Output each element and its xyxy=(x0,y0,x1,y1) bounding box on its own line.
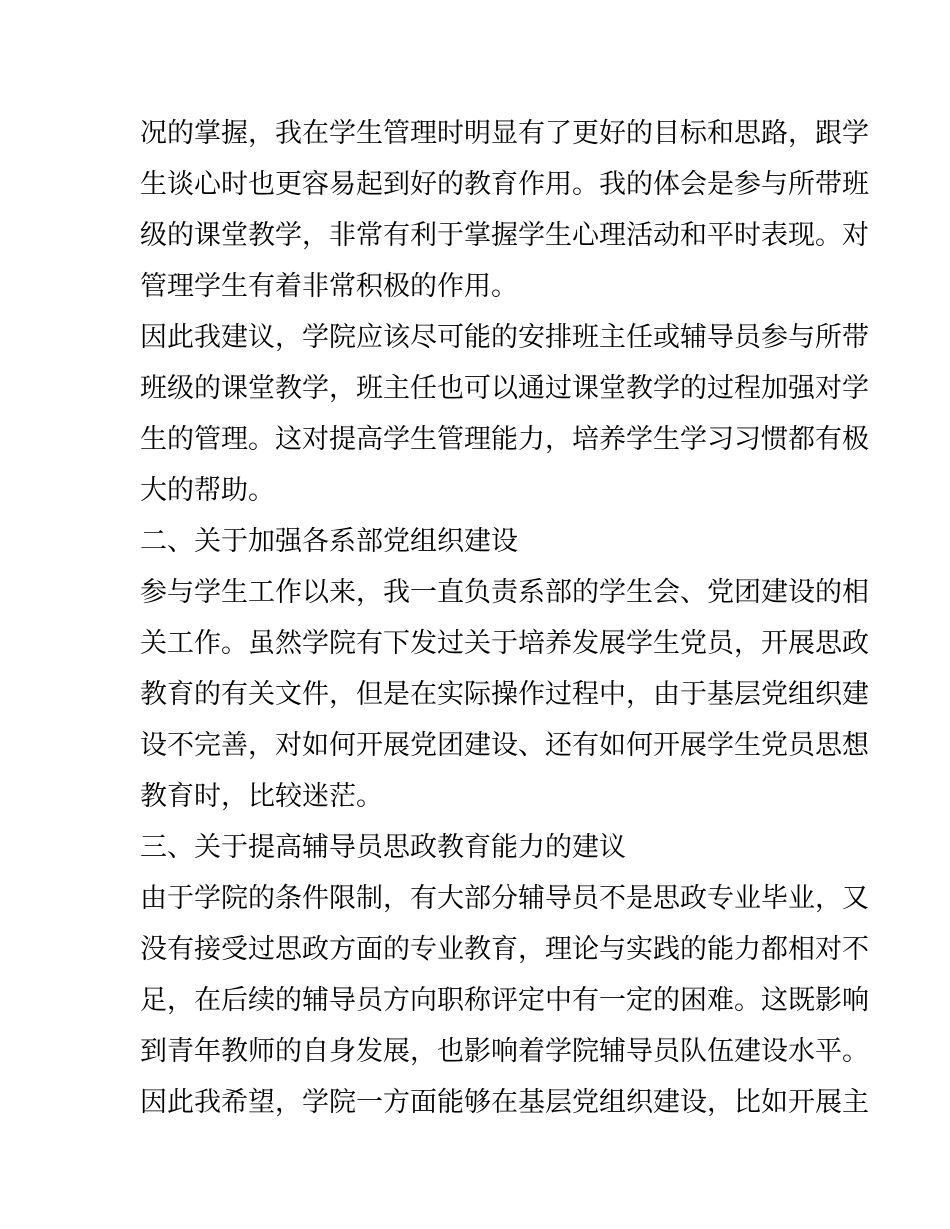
text-line: 生谈心时也更容易起到好的教育作用。我的体会是参与所带班 xyxy=(140,169,869,200)
text-line: 管理学生有着非常积极的作用。 xyxy=(140,271,518,302)
text-line: 设不完善，对如何开展党团建设、还有如何开展学生党员思想 xyxy=(140,730,869,761)
text-line: 教育的有关文件，但是在实际操作过程中，由于基层党组织建 xyxy=(140,679,869,710)
text-line: 级的课堂教学，非常有利于掌握学生心理活动和平时表现。对 xyxy=(140,220,869,251)
text-line: 因此我建议，学院应该尽可能的安排班主任或辅导员参与所带 xyxy=(140,322,869,353)
text-line: 况的掌握，我在学生管理时明显有了更好的目标和思路，跟学 xyxy=(140,118,869,149)
text-line: 生的管理。这对提高学生管理能力，培养学生学习习惯都有极 xyxy=(140,424,869,455)
text-line: 足，在后续的辅导员方向职称评定中有一定的困难。这既影响 xyxy=(140,985,869,1016)
text-line: 由于学院的条件限制，有大部分辅导员不是思政专业毕业，又 xyxy=(140,883,869,914)
section-heading: 二、关于加强各系部党组织建设 xyxy=(140,526,518,557)
text-line: 因此我希望，学院一方面能够在基层党组织建设，比如开展主 xyxy=(140,1087,869,1118)
text-line: 关工作。虽然学院有下发过关于培养发展学生党员，开展思政 xyxy=(140,628,869,659)
document-page xyxy=(140,108,869,1128)
text-line: 教育时，比较迷茫。 xyxy=(140,781,383,812)
text-line: 班级的课堂教学，班主任也可以通过课堂教学的过程加强对学 xyxy=(140,373,869,404)
section-heading: 三、关于提高辅导员思政教育能力的建议 xyxy=(140,832,626,863)
text-line: 大的帮助。 xyxy=(140,475,275,506)
text-line: 参与学生工作以来，我一直负责系部的学生会、党团建设的相 xyxy=(140,577,869,608)
text-line: 没有接受过思政方面的专业教育，理论与实践的能力都相对不 xyxy=(140,934,869,965)
text-line: 到青年教师的自身发展，也影响着学院辅导员队伍建设水平。 xyxy=(140,1036,869,1067)
